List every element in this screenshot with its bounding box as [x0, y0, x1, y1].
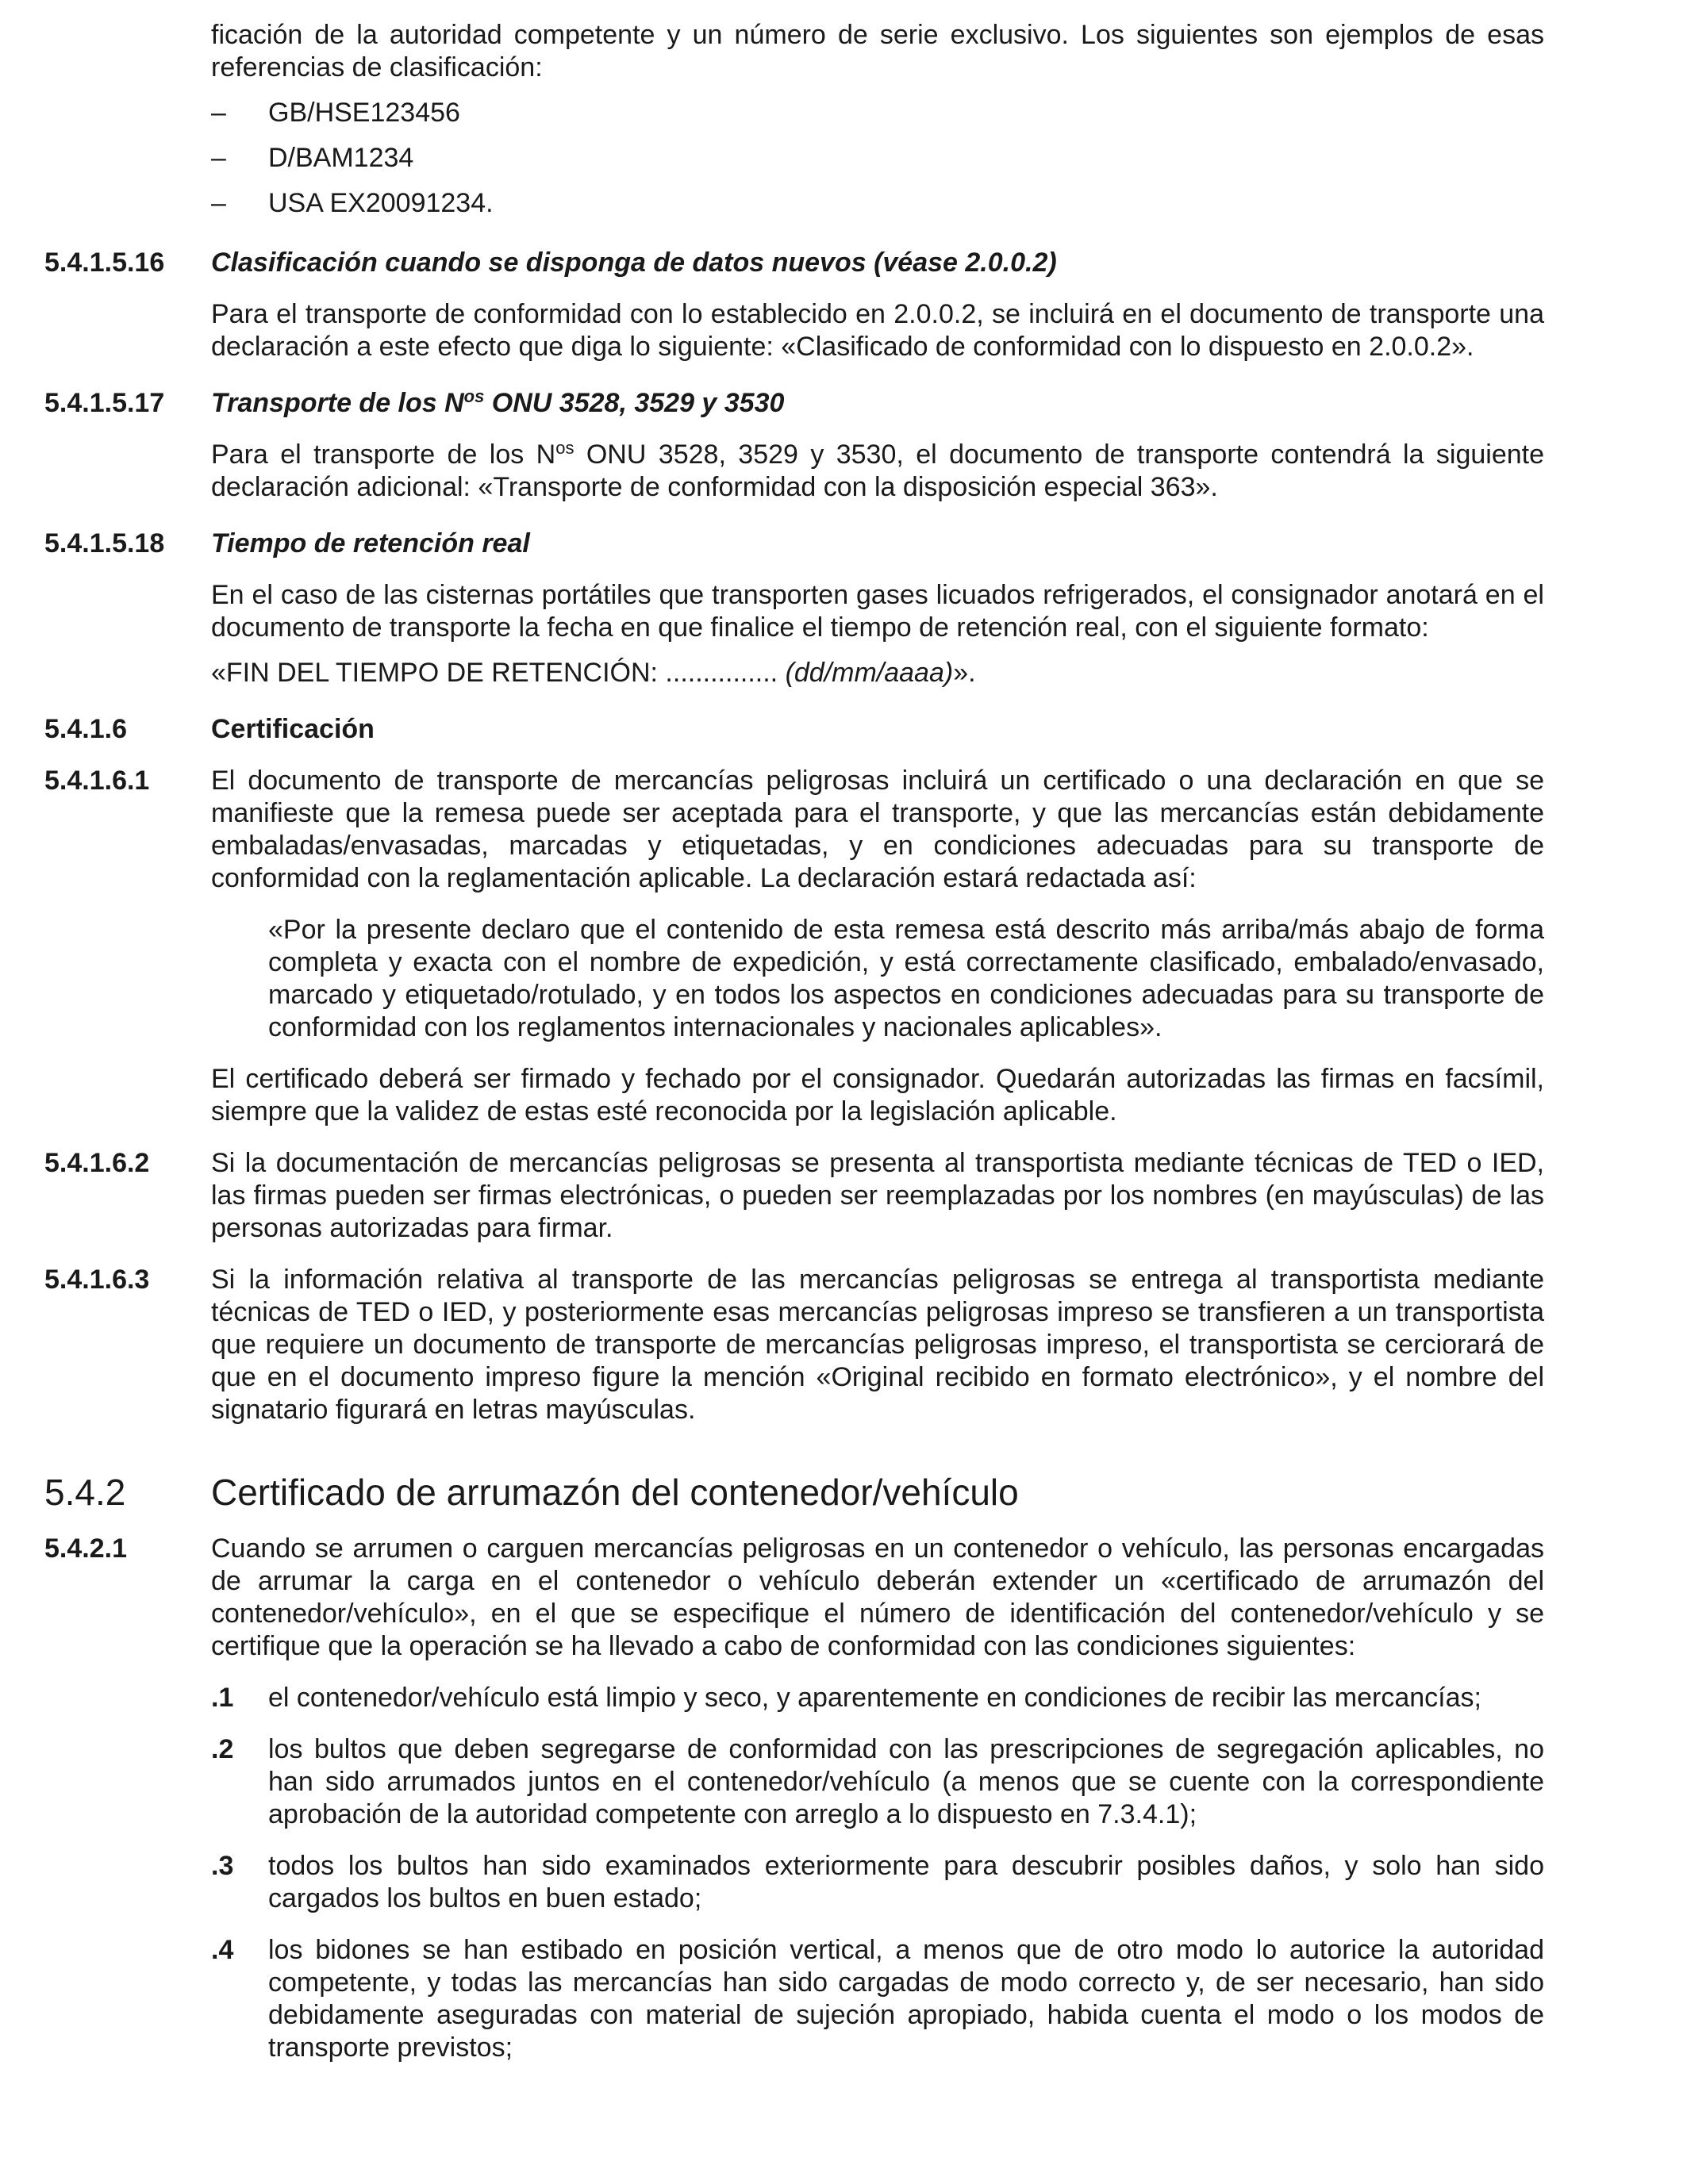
example-item: [211, 97, 1544, 129]
list-item: [211, 1850, 1544, 1915]
section-title: Clasificación cuando se disponga de datos nuevos (véase 2.0.0.2): [211, 248, 1057, 278]
section-paragraph: En el caso de las cisternas portátiles que transporten gases licuados refrigerados, el consignador anotará en el documento de transporte la fecha en que finalice el tiempo de retención real, con el siguiente formato:: [211, 580, 1544, 643]
section-paragraph: El certificado deberá ser firmado y fechado por el consignador. Quedarán autorizadas las firmas en facsímil, siempre que la validez de estas esté reconocida por la legislación aplicable.: [211, 1064, 1544, 1127]
section-title: Certificación: [211, 714, 375, 744]
section-heading: [44, 247, 1544, 279]
list-item: [211, 1682, 1544, 1714]
list-text: todos los bultos han sido examinados exteriormente para descubrir posibles daños, y solo han sido cargados los bultos en buen estado;: [268, 1851, 1544, 1913]
dash-marker: –: [211, 98, 226, 128]
dash-marker: –: [211, 188, 226, 218]
chapter-number: 5.4.2: [44, 1472, 126, 1513]
section-body: [44, 439, 1544, 504]
section-heading: [44, 387, 1544, 420]
section-heading: [44, 528, 1544, 560]
section-paragraph: El documento de transporte de mercancías peligrosas incluirá un certificado o una declaración en que se manifieste que la remesa puede ser aceptada para el transporte, y que las mercancías están debidamente embaladas/envasadas, marcadas y etiquetadas, y en condiciones adecuadas para su transporte de conformidad con la reglamentación aplicable. La declaración estará redactada así:: [211, 766, 1544, 893]
section-number: 5.4.1.5.18: [44, 528, 165, 558]
example-item: [211, 142, 1544, 175]
numbered-section: [44, 1533, 1544, 2064]
section-paragraph: Si la documentación de mercancías peligrosas se presenta al transportista mediante técnicas de TED o IED, las firmas pueden ser firmas electrónicas, o pueden ser reemplazadas por los nombres (en mayúsculas) de las personas autorizadas para firmar.: [211, 1148, 1544, 1243]
list-item: [211, 1733, 1544, 1831]
section-heading: [44, 713, 1544, 746]
list-marker: .2: [211, 1734, 234, 1764]
section-paragraph: Cuando se arrumen o carguen mercancías peligrosas en un contenedor o vehículo, las personas encargadas de arrumar la carga en el contenedor o vehículo deberán extender un «certificado de arrumazón del contenedor/vehículo», en el que se especifique el número de identificación del contenedor/vehículo y se certifique que la operación se ha llevado a cabo de conformidad con las condiciones siguientes:: [211, 1533, 1544, 1661]
list-marker: .4: [211, 1935, 234, 1965]
intro-block: [44, 19, 1544, 220]
list-item: [211, 1934, 1544, 2064]
list-text: los bidones se han estibado en posición vertical, a menos que de otro modo lo autorice la autoridad competente, y todas las mercancías han sido cargadas de modo correcto y, de ser necesario, han sido debidamente aseguradas con material de sujeción apropiado, habida cuenta el modo o los modos de transporte previstos;: [268, 1935, 1544, 2063]
dash-marker: –: [211, 143, 226, 173]
section-number: 5.4.1.6.2: [44, 1148, 150, 1178]
intro-paragraph: ficación de la autoridad competente y un número de serie exclusivo. Los siguientes son ejemplos de esas referencias de clasificación:: [211, 20, 1544, 83]
example-text: GB/HSE123456: [268, 98, 460, 128]
numbered-section: [44, 1147, 1544, 1245]
numbered-section: [44, 765, 1544, 1128]
example-item: [211, 187, 1544, 220]
section-paragraph: Para el transporte de los $N^{os}$ ONU 3528, 3529 y 3530, el documento de transporte contendrá la siguiente declaración adicional: «Transporte de conformidad con la disposición especial 363».: [211, 438, 1544, 502]
section-title: Transporte de los $N^{os}$ ONU 3528, 3529 y 3530: [211, 386, 785, 418]
section-paragraph: Si la información relativa al transporte de las mercancías peligrosas se entrega al transportista mediante técnicas de TED o IED, y posteriormente esas mercancías peligrosas impreso se transfieren a un transportista que requiere un documento de transporte de mercancías peligrosas impreso, el transportista se cerciorará de que en el documento impreso figure la mención «Original recibido en formato electrónico», y el nombre del signatario figurará en letras mayúsculas.: [211, 1265, 1544, 1425]
section-paragraph: Para el transporte de conformidad con lo establecido en 2.0.0.2, se incluirá en el documento de transporte una declaración a este efecto que diga lo siguiente: «Clasificado de conformidad con lo dispuesto en 2.0.0.2».: [211, 299, 1544, 362]
example-text: D/BAM1234: [268, 143, 414, 173]
section-body: [44, 298, 1544, 363]
chapter-title: Certificado de arrumazón del contenedor/vehículo: [211, 1472, 1019, 1513]
list-marker: .1: [211, 1683, 234, 1713]
list-text: los bultos que deben segregarse de conformidad con las prescripciones de segregación aplicables, no han sido arrumados juntos en el contenedor/vehículo (a menos que se cuente con la correspondiente aprobación de la autoridad competente con arreglo a lo dispuesto en 7.3.4.1);: [268, 1734, 1544, 1829]
section-title: Tiempo de retención real: [211, 528, 530, 558]
section-number: 5.4.2.1: [44, 1533, 127, 1564]
list-text: el contenedor/vehículo está limpio y seco, y aparentemente en condiciones de recibir las mercancías;: [268, 1683, 1481, 1713]
numbered-section: [44, 1264, 1544, 1426]
section-body: [44, 579, 1544, 689]
list-marker: .3: [211, 1851, 234, 1881]
section-number: 5.4.1.6: [44, 714, 127, 744]
section-number: 5.4.1.5.16: [44, 248, 165, 278]
section-number: 5.4.1.5.17: [44, 388, 165, 418]
chapter-heading: [44, 1471, 1544, 1514]
document-content: [44, 19, 1544, 2064]
example-text: USA EX20091234.: [268, 188, 494, 218]
section-number: 5.4.1.6.3: [44, 1265, 150, 1295]
declaration-quote: «Por la presente declaro que el contenido de esta remesa está descrito más arriba/más abajo de forma completa y exacta con el nombre de expedición, y está correctamente clasificado, embalado/envasado, marcado y etiquetado/rotulado, y en todos los aspectos en condiciones adecuadas para su transporte de conformidad con los reglamentos internacionales y nacionales aplicables».: [268, 915, 1544, 1042]
format-line: «FIN DEL TIEMPO DE RETENCIÓN: ............... (dd/mm/aaaa)».: [211, 658, 976, 688]
section-number: 5.4.1.6.1: [44, 766, 150, 796]
